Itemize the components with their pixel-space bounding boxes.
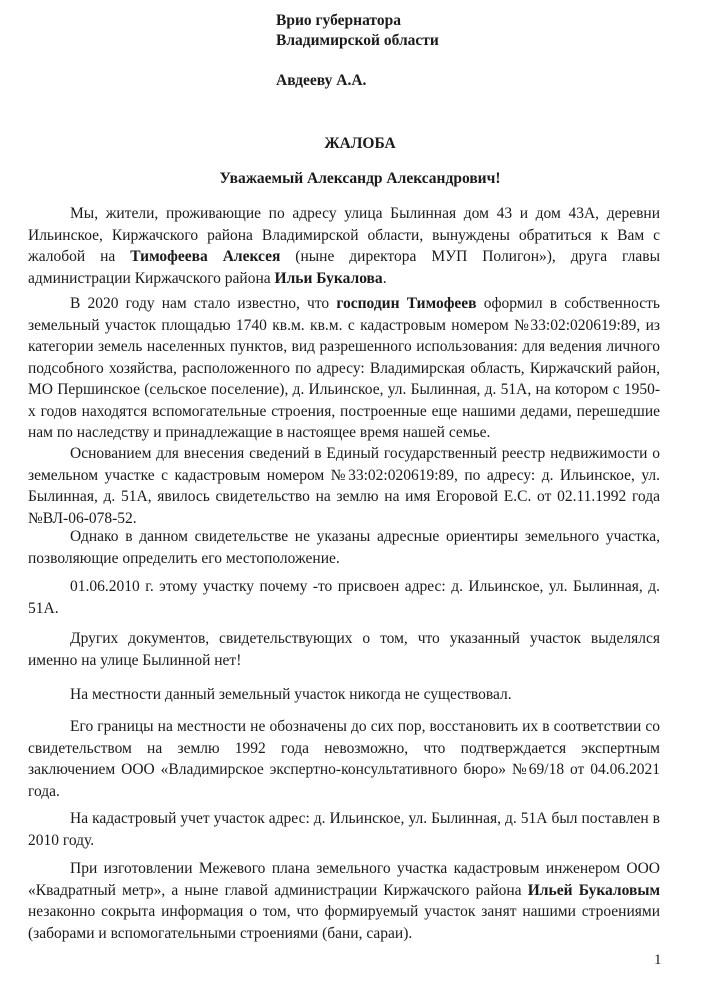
paragraph-1-text-a: Мы, жители, проживающие по адресу улица Былинная дом 43 и дом 43А, деревни Ильинское, Киржачского района Владимирской области, вынуждены обратиться к Вам с жалобой на [28,205,660,265]
paragraph-7: На местности данный земельный участок никогда не существовал. [70,686,512,703]
paragraph-10-text-a: При изготовлении Межевого плана земельного участка кадастровым инженером ООО «Квадратный метр», а ныне главой администрации Киржачского района [28,860,660,899]
paragraph-10-text-b: незаконно сокрыта информация о том, что формируемый участок занят нашими строениями (заборами и вспомогательными строениями (бани, сараи). [28,903,660,942]
paragraph-2-text-a: В 2020 году нам стало известно, что [70,295,337,312]
paragraph-10 [28,858,660,944]
addressee-name: Авдееву А.А. [276,72,367,89]
paragraph-9: На кадастровый учет участок адрес: д. Ильинское, ул. Былинная, д. 51А был поставлен в 2010 году. [28,810,660,849]
paragraph-8: Его границы на местности не обозначены до сих пор, восстановить их в соответствии со свидетельством на землю 1992 года невозможно, что подтверждается экспертным заключением ООО «Владимирское экспертно-консультативного бюро» №69/18 от 04.06.2021 года. [28,718,660,800]
paragraph-1-text-b: (ныне директора МУП Полигон»), друга главы администрации Киржачского района [28,248,660,287]
page-number: 1 [654,952,662,968]
paragraph-1-bold-b: Ильи Букалова [274,269,383,287]
paragraph-10-bold: Ильей Букаловым [527,881,660,899]
paragraph-4: Однако в данном свидетельстве не указаны адресные ориентиры земельного участка, позволяющие определить его местоположение. [28,528,660,567]
paragraph-6: Других документов, свидетельствующих о том, что указанный участок выделялся именно на улице Былинной нет! [28,630,660,669]
paragraph-2-text-b: оформил в собственность земельный участок площадью 1740 кв.м. кв.м. с кадастровым номером №33:02:020619:89, из категории земель населенных пунктов, вид разрешенного использования: для ведения личного подсобного хозяйства, расположенного по адресу: Владимирская область, Киржачский район, МО Першинское (сельское поселение), д. Ильинское, ул. Былинная, д. 51А, на котором с 1950-х годов находятся вспомогательные строения, построенные еще нашими дедами, перешедшие нам по наследству и принадлежащие в настоящее время нашей семье. [28,295,660,441]
paragraph-3: Основанием для внесения сведений в Единый государственный реестр недвижимости о земельном участке с кадастровым номером №33:02:020619:89, по адресу: д. Ильинское, ул. Былинная, д. 51А, явилось свидетельство на землю на имя Егоровой Е.С. от 02.11.1992 года №ВЛ-06-078-52. [28,445,660,527]
paragraph-2 [28,293,660,444]
salutation: Уважаемый Александр Александрович! [219,170,501,187]
paragraph-1 [28,203,660,289]
addressee-region: Владимирской области [276,32,439,49]
document-title: ЖАЛОБА [324,135,396,152]
paragraph-1-bold-a: Тимофеева Алексея [130,248,281,265]
paragraph-2-bold: господин Тимофеев [336,295,477,312]
paragraph-5: 01.06.2010 г. этому участку почему -то присвоен адрес: д. Ильинское, ул. Былинная, д. 51А. [28,578,660,617]
paragraph-1-text-c: . [382,269,387,287]
addressee-position: Врио губернатора [276,12,401,29]
